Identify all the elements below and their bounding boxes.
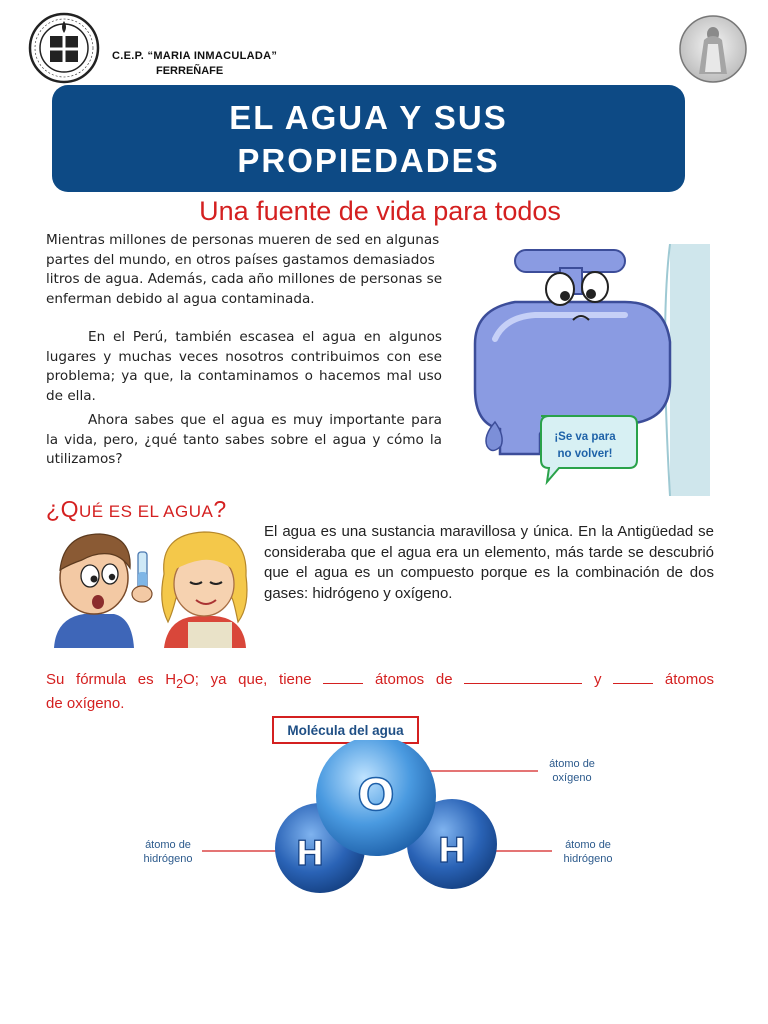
virgin-mary-medallion-icon — [678, 14, 748, 84]
subtitle: Una fuente de vida para todos — [199, 196, 561, 226]
heading-open-question-mark: ¿ — [46, 496, 61, 522]
section-heading — [46, 496, 227, 523]
hydrogen-symbol-right: H — [437, 831, 467, 871]
heading-initial-letter: Q — [60, 496, 79, 522]
molecule-title: Molécula del agua — [272, 716, 419, 744]
school-seal-icon — [28, 12, 100, 84]
speech-bubble-line-1: ¡Se va para — [554, 431, 616, 443]
formula-text-3: átomos de — [374, 671, 453, 688]
hydrogen-left-label — [128, 838, 208, 866]
blank-hydrogen-count[interactable] — [323, 672, 363, 684]
formula-text-1: Su fórmula es H — [46, 671, 177, 688]
formula-sentence — [46, 668, 714, 696]
title-line-2: PROPIEDADES — [237, 141, 500, 179]
school-name: C.E.P. “MARIA INMACULADA” — [112, 50, 278, 62]
oxygen-label-line-2: oxígeno — [552, 772, 592, 784]
hydrogen-left-label-line-2: hidrógeno — [143, 853, 193, 865]
title-banner — [52, 85, 685, 192]
definition-paragraph: El agua es una sustancia maravillosa y única. En la Antigüedad se consideraba que el agua era un elemento, más tarde se descubrió que el agua es un compuesto porque es la combinación de dos gases: hidrógeno y oxígeno. — [264, 523, 714, 602]
oxygen-label-line-1: átomo de — [549, 758, 595, 770]
hydrogen-right-label — [548, 838, 628, 866]
formula-text-5: átomos — [664, 671, 715, 688]
title-line-1: EL AGUA Y SUS — [229, 98, 508, 136]
intro-paragraph-2: En el Perú, también escasea el agua en algunos lugares y muchas veces nosotros contribuimos con ese problema; ya que, la contaminamos o hacemos mal uso de ella. — [46, 329, 442, 404]
heading-text: UÉ ES EL AGUA — [78, 502, 214, 521]
intro-paragraph-3: Ahora sabes que el agua es muy importante para la vida, pero, ¿qué tanto sabes sobre el agua y cómo la utilizamos? — [46, 412, 442, 467]
kids-illustration — [46, 530, 252, 648]
speech-bubble-line-2: no volver! — [557, 448, 613, 460]
heading-close-question-mark: ? — [213, 496, 227, 522]
formula-sentence-end: de oxígeno. — [46, 695, 125, 712]
formula-text-4: y — [593, 671, 602, 688]
school-city: FERREÑAFE — [156, 65, 224, 77]
blank-oxygen-count[interactable] — [613, 672, 653, 684]
hydrogen-right-label-line-1: átomo de — [565, 839, 611, 851]
blank-element-name[interactable] — [464, 672, 582, 684]
intro-paragraph-1: Mientras millones de personas mueren de sed en algunas partes del mundo, en otros países gastamos demasiados litros de agua. Además, cada año millones de personas se enferman debido al agua contaminada. — [46, 232, 443, 307]
formula-subscript: 2 — [176, 677, 184, 691]
hydrogen-symbol-left: H — [295, 834, 325, 874]
faucet-illustration — [455, 244, 710, 496]
hydrogen-right-label-line-2: hidrógeno — [563, 853, 613, 865]
oxygen-symbol: O — [357, 770, 395, 821]
formula-text-2: O; ya que, tiene — [183, 671, 312, 688]
hydrogen-left-label-line-1: átomo de — [145, 839, 191, 851]
oxygen-label — [537, 757, 607, 785]
